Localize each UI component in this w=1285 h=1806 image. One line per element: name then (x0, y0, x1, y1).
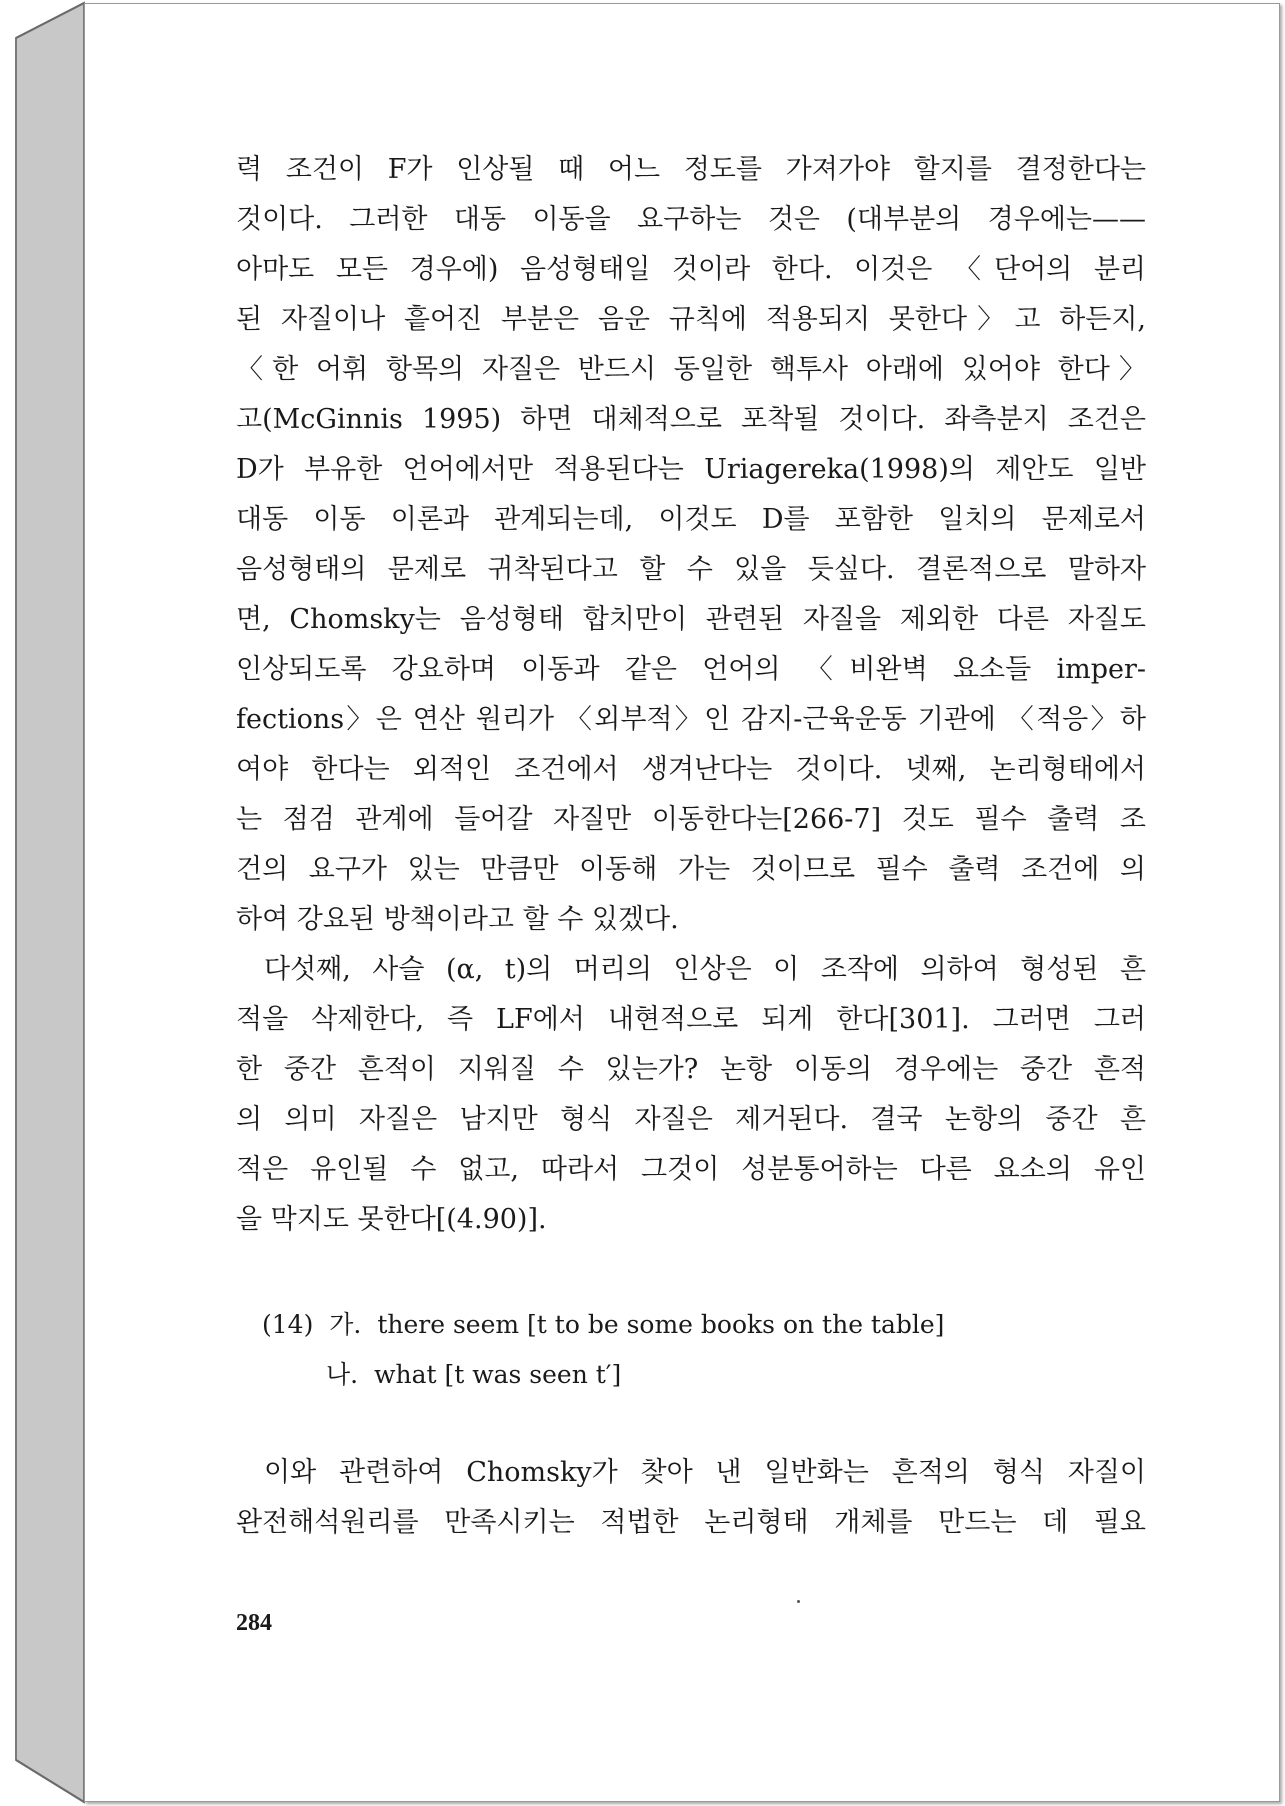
text-line: 것이다. 그러한 대동 이동을 요구하는 것은 (대부분의 경우에는—— (236, 204, 1146, 235)
text-line: 여야 한다는 외적인 조건에서 생겨난다는 것이다. 넷째, 논리형태에서 (236, 754, 1146, 785)
text-line: fections〉은 연산 원리가 〈외부적〉인 감지-근육운동 기관에 〈적응〉하 (236, 704, 1146, 735)
example-text-a: there seem [t to be some books on the table] (377, 1310, 945, 1339)
text-line: 을 막지도 못한다[(4.90)]. (236, 1204, 547, 1235)
example-14 (262, 1300, 962, 1400)
paragraph-2 (236, 945, 1146, 1245)
text-line: 적을 삭제한다, 즉 LF에서 내현적으로 되게 한다[301]. 그러면 그러 (236, 1004, 1146, 1035)
text-line: 력 조건이 F가 인상될 때 어느 정도를 가져가야 할지를 결정한다는 (236, 154, 1146, 185)
text-line: 한 중간 흔적이 지워질 수 있는가? 논항 이동의 경우에는 중간 흔적 (236, 1054, 1146, 1085)
example-line-b (262, 1350, 962, 1400)
text-line: 다섯째, 사슬 (α, t)의 머리의 인상은 이 조작에 의하여 형성된 흔 (264, 954, 1146, 985)
text-line: 완전해석원리를 만족시키는 적법한 논리형태 개체를 만드는 데 필요 (236, 1507, 1146, 1538)
text-line: 이와 관련하여 Chomsky가 찾아 낸 일반화는 흔적의 형식 자질이 (264, 1457, 1146, 1488)
page-number: 284 (236, 1610, 272, 1636)
example-marker-b: 나. (326, 1360, 359, 1389)
paragraph-1 (236, 145, 1146, 945)
book-spine-face (16, 3, 84, 1802)
example-number: (14) (262, 1310, 314, 1339)
text-line: 고(McGinnis 1995) 하면 대체적으로 포착될 것이다. 좌측분지 조건은 (236, 404, 1146, 435)
text-line: 된 자질이나 흩어진 부분은 음운 규칙에 적용되지 못한다〉고 하든지, (236, 304, 1146, 335)
text-line: D가 부유한 언어에서만 적용된다는 Uriagereka(1998)의 제안도 일반 (236, 454, 1146, 485)
text-line: 는 점검 관계에 들어갈 자질만 이동한다는[266-7] 것도 필수 출력 조 (236, 804, 1146, 835)
main-body-text (236, 145, 1146, 1245)
paragraph-3 (236, 1448, 1146, 1548)
scan-speck (797, 1600, 800, 1603)
text-line: 아마도 모든 경우에) 음성형태일 것이라 한다. 이것은 〈단어의 분리 (236, 254, 1146, 285)
text-line: 음성형태의 문제로 귀착된다고 할 수 있을 듯싶다. 결론적으로 말하자 (236, 554, 1146, 585)
text-line: 건의 요구가 있는 만큼만 이동해 가는 것이므로 필수 출력 조건에 의 (236, 854, 1146, 885)
example-line-a (262, 1300, 962, 1350)
text-line: 의 의미 자질은 남지만 형식 자질은 제거된다. 결국 논항의 중간 흔 (236, 1104, 1146, 1135)
text-line: 대동 이동 이론과 관계되는데, 이것도 D를 포함한 일치의 문제로서 (236, 504, 1146, 535)
text-line: 면, Chomsky는 음성형태 합치만이 관련된 자질을 제외한 다른 자질도 (236, 604, 1146, 635)
text-line: 적은 유인될 수 없고, 따라서 그것이 성분통어하는 다른 요소의 유인 (236, 1154, 1146, 1185)
text-line: 인상되도록 강요하며 이동과 같은 언어의 〈비완벽 요소들 imper- (236, 654, 1146, 685)
example-text-b: what [t was seen t′] (374, 1360, 622, 1389)
text-line: 하여 강요된 방책이라고 할 수 있겠다. (236, 904, 679, 935)
example-marker-a: 가. (329, 1310, 362, 1339)
text-line: 〈한 어휘 항목의 자질은 반드시 동일한 핵투사 아래에 있어야 한다〉 (236, 354, 1146, 385)
